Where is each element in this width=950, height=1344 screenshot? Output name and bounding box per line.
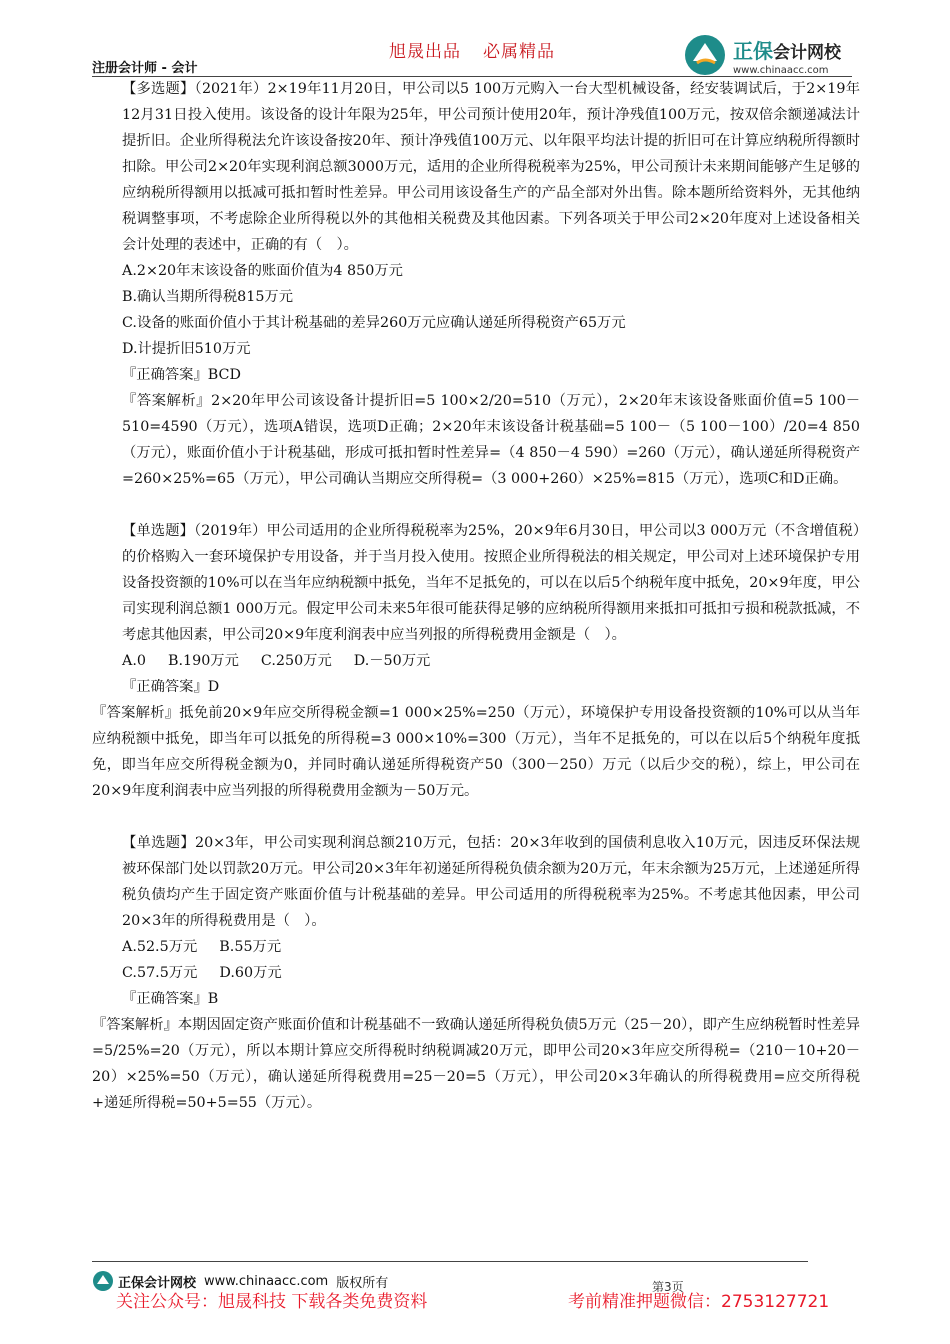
option: B.55万元 — [219, 939, 282, 955]
document-body — [92, 76, 860, 1116]
watermark-right: 考前精准押题微信：2753127721 — [568, 1292, 830, 1312]
option: B.确认当期所得税815万元 — [122, 289, 294, 305]
footer-logo-icon — [92, 1270, 114, 1292]
slogan-2: 必属精品 — [483, 42, 555, 62]
answer-analysis: 『答案解析』本期因固定资产账面价值和计税基础不一致确认递延所得税负债5万元（25－20），即产生应纳税暂时性差异=5/25%=20（万元），所以本期计算应交所得税时纳税调减20万元，即甲公司20×3年应交所得税=（210－10+20－20）×25%=50（万元），确认递延所得税费用=25－20=5（万元），甲公司20×3年确认的所得税费用=应交所得税+递延所得税=50+5=55（万元）。 — [92, 1017, 860, 1111]
correct-answer: 『正确答案』B — [122, 991, 219, 1007]
option: C.250万元 — [260, 653, 332, 669]
option: B.190万元 — [167, 653, 239, 669]
option: C.57.5万元 — [122, 965, 198, 981]
question-stem: 【多选题】（2021年）2×19年11月20日，甲公司以5 100万元购入一台大型机械设备，经安装调试后，于2×19年12月31日投入使用。该设备的设计年限为25年，甲公司预计使用20年，预计净残值100万元，按双倍余额递减法计提折旧。企业所得税法允许该设备按20年、预计净残值100万元、以年限平均法计提的折旧可在计算应纳税所得额时扣除。甲公司2×20年实现利润总额3000万元，适用的企业所得税税率为25%，甲公司预计未来期间能够产生足够的应纳税所得额用以抵减可抵扣暂时性差异。甲公司用该设备生产的产品全部对外出售。除本题所给资料外，无其他纳税调整事项，不考虑除企业所得税以外的其他相关税费及其他因素。下列各项关于甲公司2×20年度对上述设备相关会计处理的表述中，正确的有（ ）。 — [122, 81, 860, 253]
option-row — [92, 960, 860, 986]
correct-answer: 『正确答案』BCD — [122, 367, 241, 383]
answer-analysis: 『答案解析』抵免前20×9年应交所得税金额=1 000×25%=250（万元），环境保护专用设备投资额的10%可以从当年应纳税额中抵免，即当年可以抵免的所得税=3 000×10%=300（万元），当年不足抵免的，可以在以后5个纳税年度抵免，即当年应交所得税金额为0，并同时确认递延所得税资产50（300－250）万元（以后少交的税），综上，甲公司在20×9年度利润表中应当列报的所得税费用金额为－50万元。 — [92, 705, 860, 799]
answer-analysis: 『答案解析』2×20年甲公司该设备计提折旧=5 100×2/20=510（万元），2×20年末该设备账面价值=5 100－510=4590（万元），选项A错误，选项D正确；2×20年末该设备计税基础=5 100－（5 100－100）/20=4 850（万元），账面价值小于计税基础，形成可抵扣暂时性差异=（4 850－4 590）=260（万元），确认递延所得税资产=260×25%=65（万元），甲公司确认当期应交所得税=（3 000+260）×25%=815（万元），选项C和D正确。 — [122, 393, 860, 487]
question-stem: 【单选题】20×3年，甲公司实现利润总额210万元，包括：20×3年收到的国债利息收入10万元，因违反环保法规被环保部门处以罚款20万元。甲公司20×3年年初递延所得税负债余额为20万元，年末余额为25万元，上述递延所得税负债均产生于固定资产账面价值与计税基础的差异。甲公司适用的所得税税率为25%。不考虑其他因素，甲公司20×3年的所得税费用是（ ）。 — [122, 835, 860, 929]
slogan-1: 旭晟出品 — [389, 42, 461, 62]
option: C.设备的账面价值小于其计税基础的差异260万元应确认递延所得税资产65万元 — [122, 315, 626, 331]
watermark-left: 关注公众号：旭晟科技 下载各类免费资料 — [116, 1292, 428, 1312]
option: D.60万元 — [219, 965, 282, 981]
option-row — [92, 648, 860, 674]
option: A.2×20年末该设备的账面价值为4 850万元 — [122, 263, 403, 279]
option: A.52.5万元 — [122, 939, 198, 955]
footer-site: www.chinaacc.com — [204, 1273, 329, 1289]
option: A.0 — [122, 653, 146, 669]
correct-answer: 『正确答案』D — [122, 679, 220, 695]
header-slogan — [389, 37, 555, 62]
option-row — [92, 934, 860, 960]
logo-url: www.chinaacc.com — [733, 64, 829, 76]
logo-name-2: 会计网校 — [773, 42, 841, 63]
page-number: 第3页 — [652, 1280, 684, 1294]
footer-copyright: 版权所有 — [336, 1275, 389, 1291]
footer-divider — [92, 1261, 808, 1262]
logo-icon — [683, 33, 727, 77]
course-title: 注册会计师 - 会计 — [92, 61, 198, 76]
chinaacc-logo — [683, 33, 841, 77]
option: D.计提折旧510万元 — [122, 341, 251, 357]
question-stem: 【单选题】（2019年）甲公司适用的企业所得税税率为25%，20×9年6月30日，甲公司以3 000万元（不含增值税）的价格购入一套环境保护专用设备，并于当月投入使用。按照企业所得税法的相关规定，甲公司对上述环境保护专用设备投资额的10%可以在当年应纳税额中抵免，当年不足抵免的，可以在以后5个纳税年度中抵免，20×9年度，甲公司实现利润总额1 000万元。假定甲公司未来5年很可能获得足够的应纳税所得额用来抵扣可抵扣亏损和税款抵减，不考虑其他因素，甲公司20×9年度利润表中应当列报的所得税费用金额是（ ）。 — [122, 523, 860, 643]
footer-brand: 正保会计网校 — [118, 1275, 197, 1291]
logo-name-1: 正保 — [733, 38, 773, 63]
option: D.－50万元 — [353, 653, 431, 669]
